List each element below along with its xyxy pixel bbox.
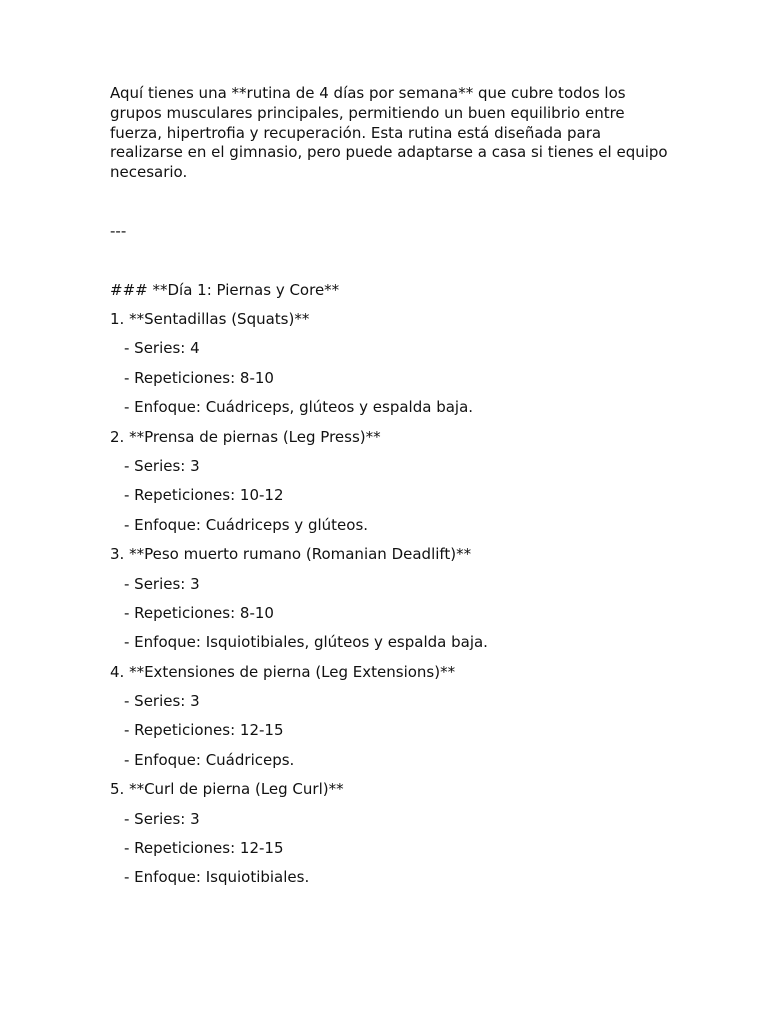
exercise-title: 2. **Prensa de piernas (Leg Press)** bbox=[110, 427, 381, 446]
exercise-series: - Series: 3 bbox=[124, 692, 200, 711]
intro-paragraph: Aquí tienes una **rutina de 4 días por semana** que cubre todos los grupos musculares principales, permitiendo un buen equilibrio entre fuerza, hipertrofia y recuperación. Esta rutina está diseñada para realizarse en el gimnasio, pero puede adaptarse a casa si tienes el equipo necesario. bbox=[110, 84, 668, 182]
exercise-series: - Series: 3 bbox=[124, 456, 200, 475]
exercise-reps: - Repeticiones: 12-15 bbox=[124, 839, 284, 858]
horizontal-rule-marker: --- bbox=[110, 222, 127, 240]
exercise-title: 3. **Peso muerto rumano (Romanian Deadlift)** bbox=[110, 545, 472, 564]
exercise-series: - Series: 3 bbox=[124, 574, 200, 593]
exercise-title: 4. **Extensiones de pierna (Leg Extensions)** bbox=[110, 662, 456, 681]
exercise-series: - Series: 3 bbox=[124, 809, 200, 828]
exercise-focus: - Enfoque: Cuádriceps y glúteos. bbox=[124, 515, 369, 534]
day-heading: ### **Día 1: Piernas y Core** bbox=[110, 281, 340, 299]
exercise-title: 5. **Curl de pierna (Leg Curl)** bbox=[110, 780, 344, 799]
exercise-reps: - Repeticiones: 8-10 bbox=[124, 368, 274, 387]
exercise-focus: - Enfoque: Isquiotibiales, glúteos y espalda baja. bbox=[124, 633, 488, 652]
exercise-focus: - Enfoque: Cuádriceps, glúteos y espalda baja. bbox=[124, 398, 474, 417]
exercise-reps: - Repeticiones: 8-10 bbox=[124, 603, 274, 622]
exercise-list bbox=[110, 309, 710, 897]
exercise-reps: - Repeticiones: 10-12 bbox=[124, 486, 284, 505]
exercise-focus: - Enfoque: Isquiotibiales. bbox=[124, 868, 310, 887]
exercise-title: 1. **Sentadillas (Squats)** bbox=[110, 310, 310, 328]
exercise-focus: - Enfoque: Cuádriceps. bbox=[124, 750, 295, 769]
exercise-series: - Series: 4 bbox=[124, 339, 200, 358]
exercise-reps: - Repeticiones: 12-15 bbox=[124, 721, 284, 740]
